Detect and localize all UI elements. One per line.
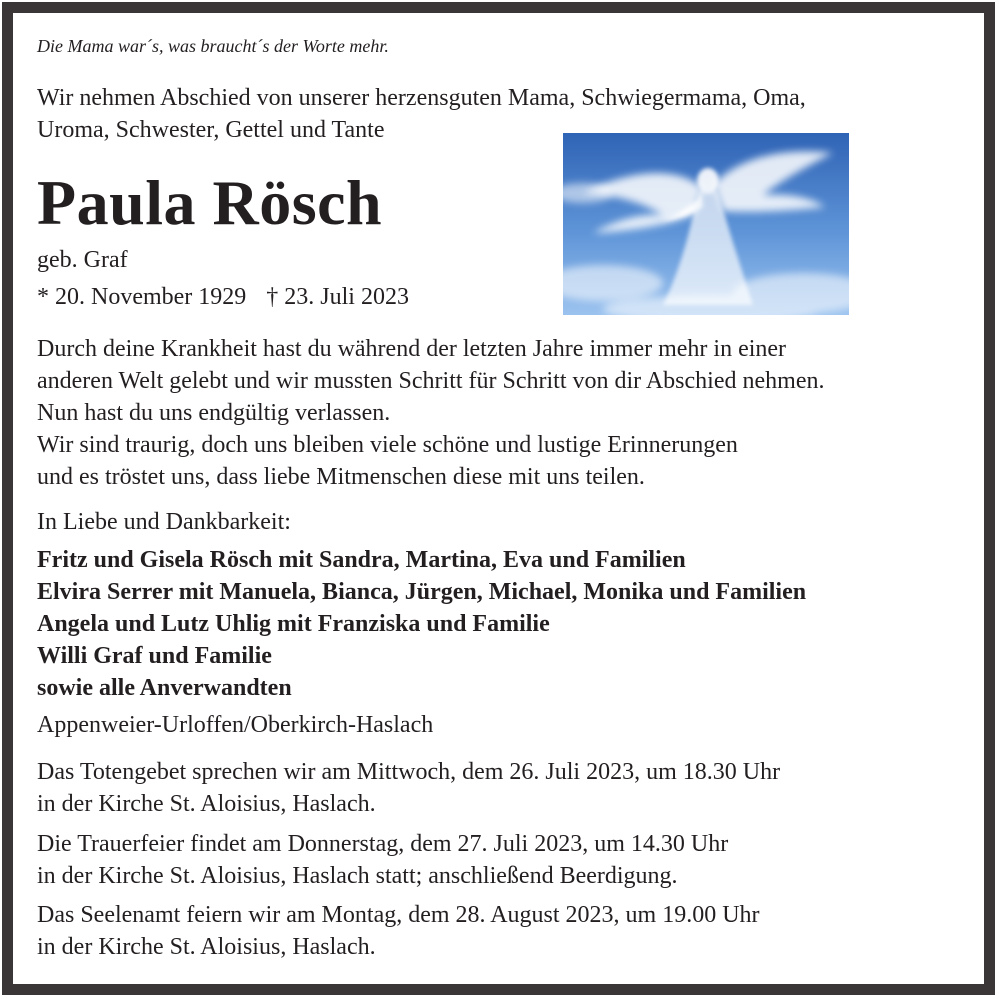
intro-line: Uroma, Schwester, Gettel und Tante — [37, 117, 385, 143]
intro-line: Wir nehmen Abschied von unserer herzensguten Mama, Schwiegermama, Oma, — [37, 85, 806, 111]
event-line: in der Kirche St. Aloisius, Haslach statt; anschließend Beerdigung. — [37, 863, 678, 889]
closing-phrase: In Liebe und Dankbarkeit: — [37, 509, 291, 535]
deceased-name: Paula Rösch — [37, 167, 383, 238]
birth-name: geb. Graf — [37, 247, 128, 273]
family-line: Angela und Lutz Uhlig mit Franziska und Familie — [37, 611, 550, 637]
motto: Die Mama war´s, was braucht´s der Worte mehr. — [37, 36, 389, 56]
cloud-angel-icon — [563, 133, 849, 315]
event-line: in der Kirche St. Aloisius, Haslach. — [37, 934, 376, 960]
family-line: sowie alle Anverwandten — [37, 675, 292, 701]
event-line: Die Trauerfeier findet am Donnerstag, dem 27. Juli 2023, um 14.30 Uhr — [37, 831, 729, 857]
body-line: Nun hast du uns endgültig verlassen. — [37, 400, 391, 426]
body-line: und es tröstet uns, dass liebe Mitmenschen diese mit uns teilen. — [37, 464, 645, 490]
event-funeral — [37, 828, 728, 892]
event-line: Das Seelenamt feiern wir am Montag, dem 28. August 2023, um 19.00 Uhr — [37, 902, 760, 928]
family-line: Willi Graf und Familie — [37, 643, 272, 669]
place: Appenweier-Urloffen/Oberkirch-Haslach — [37, 712, 434, 738]
event-prayer — [37, 756, 780, 820]
event-line: in der Kirche St. Aloisius, Haslach. — [37, 791, 376, 817]
death-date: † 23. Juli 2023 — [266, 284, 409, 310]
obituary-notice — [2, 2, 995, 995]
birth-date: * 20. November 1929 — [37, 284, 247, 310]
life-dates — [37, 284, 409, 311]
event-requiem — [37, 899, 760, 963]
family-line: Elvira Serrer mit Manuela, Bianca, Jürgen, Michael, Monika und Familien — [37, 579, 807, 605]
family-line: Fritz und Gisela Rösch mit Sandra, Martina, Eva und Familien — [37, 547, 686, 573]
body-line: Wir sind traurig, doch uns bleiben viele schöne und lustige Erinnerungen — [37, 432, 738, 458]
body-line: anderen Welt gelebt und wir mussten Schritt für Schritt von dir Abschied nehmen. — [37, 368, 825, 394]
body-text — [37, 333, 824, 493]
family-list — [37, 544, 806, 704]
event-line: Das Totengebet sprechen wir am Mittwoch, dem 26. Juli 2023, um 18.30 Uhr — [37, 759, 781, 785]
body-line: Durch deine Krankheit hast du während der letzten Jahre immer mehr in einer — [37, 336, 787, 362]
